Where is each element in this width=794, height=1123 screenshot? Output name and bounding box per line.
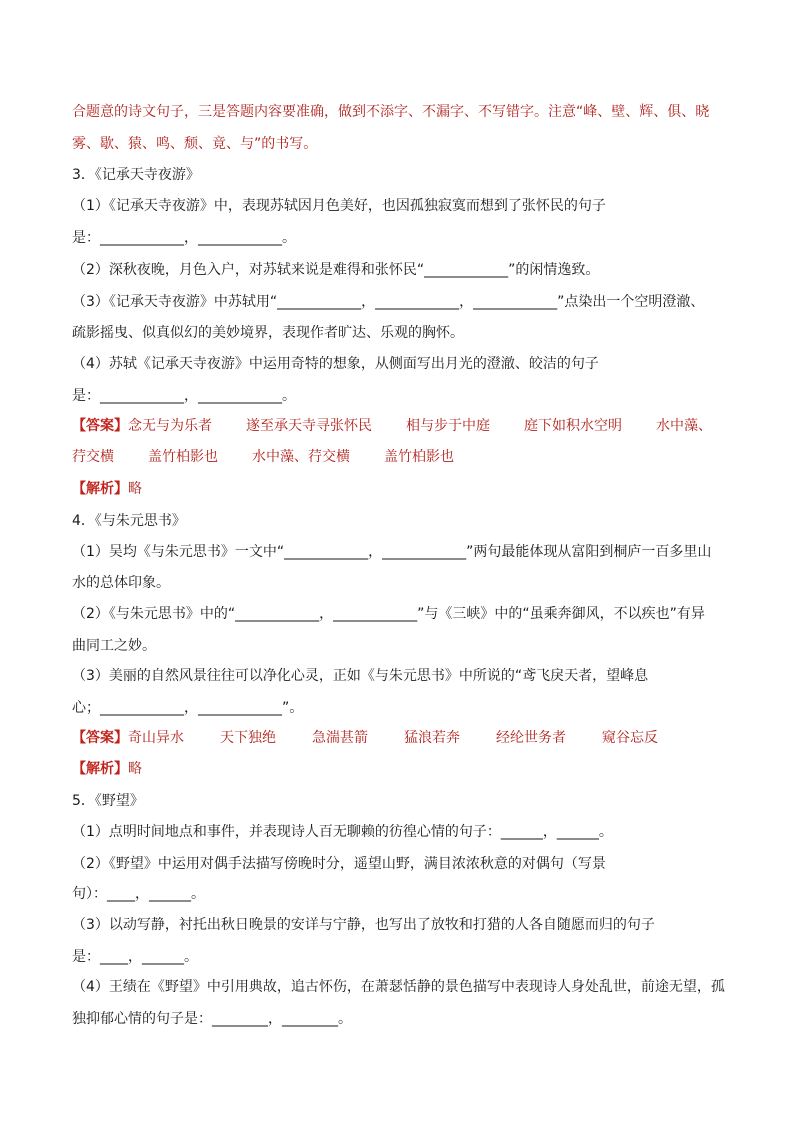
s3-q2: （2）深秋夜晚，月色入户，对苏轼来说是难得和张怀民“____________”的闲情逸致。 <box>72 262 600 278</box>
s4-q1-line-1: （1）吴均《与朱元思书》一文中“____________，____________”两句最能体现从富阳到桐庐一百多里山 <box>72 544 712 560</box>
analysis-text: 略 <box>128 761 142 777</box>
s3-q1-line-2: 是：____________，____________。 <box>72 230 296 246</box>
analysis-text: 略 <box>128 481 142 497</box>
s3-q4-line-2: 是：____________，____________。 <box>72 388 296 404</box>
s3-answer-line-2 <box>72 447 732 467</box>
s4-answer-line <box>72 728 732 748</box>
answer-item: 荇交横 <box>72 449 114 465</box>
answer-item: 经纶世务者 <box>496 730 566 746</box>
s3-q1-line-1: （1）《记承天寺夜游》中，表现苏轼因月色美好，也因孤独寂寞而想到了张怀民的句子 <box>72 198 606 214</box>
analysis-tag: 【解析】 <box>72 481 128 497</box>
s4-q3-line-1: （3）美丽的自然风景往往可以净化心灵，正如《与朱元思书》中所说的“鸢飞戾天者，望峰息 <box>72 668 649 684</box>
answer-item: 猛浪若奔 <box>404 730 460 746</box>
s3-q3-line-1: （3）《记承天寺夜游》中苏轼用“____________，____________，____________”点染出一个空明澄澈、 <box>72 294 705 310</box>
s5-q3-line-1: （3）以动写静，衬托出秋日晚景的安详与宁静，也写出了放牧和打猎的人各自随愿而归的句子 <box>72 917 655 933</box>
s3-q3-line-2: 疏影摇曳、似真似幻的美妙境界，表现作者旷达、乐观的胸怀。 <box>72 325 464 341</box>
s3-q4-line-1: （4）苏轼《记承天寺夜游》中运用奇特的想象，从侧面写出月光的澄澈、皎洁的句子 <box>72 356 599 372</box>
s5-q1: （1）点明时间地点和事件，并表现诗人百无聊赖的彷徨心情的句子：______，______。 <box>72 824 613 840</box>
intro-line-1: 合题意的诗文句子，三是答题内容要准确，做到不添字、不漏字、不写错字。注意“峰、壁、辉、俱、晓 <box>72 104 710 120</box>
s5-q4-line-2: 独抑郁心情的句子是：________，________。 <box>72 1011 352 1027</box>
answer-item: 天下独绝 <box>220 730 276 746</box>
section-5-heading: 5．《野望》 <box>72 793 144 809</box>
answer-item: 相与步于中庭 <box>406 418 490 434</box>
s4-q3-line-2: 心；____________，____________”。 <box>72 700 304 716</box>
s5-q2-line-2: 句）：____，______。 <box>72 886 205 902</box>
answer-tag: 【答案】 <box>72 418 128 434</box>
section-4-heading: 4．《与朱元思书》 <box>72 513 186 529</box>
s4-q1-line-2: 水的总体印象。 <box>72 575 170 591</box>
answer-item: 盖竹柏影也 <box>384 449 454 465</box>
answer-item: 水中藻、荇交横 <box>252 449 350 465</box>
s3-answer-line-1 <box>72 416 732 436</box>
s4-analysis <box>72 759 732 779</box>
s3-analysis <box>72 479 732 499</box>
answer-item: 急湍甚箭 <box>312 730 368 746</box>
s4-q2-line-2: 曲同工之妙。 <box>72 638 156 654</box>
answer-item: 窥谷忘反 <box>602 730 658 746</box>
s5-q4-line-1: （4）王绩在《野望》中引用典故，追古怀伤，在萧瑟恬静的景色描写中表现诗人身处乱世，前途无望，孤 <box>72 979 725 995</box>
intro-line-2: 雾、歇、猿、鸣、颓、竟、与”的书写。 <box>72 136 318 152</box>
answer-item: 念无与为乐者 <box>128 418 212 434</box>
answer-item: 奇山异水 <box>128 730 184 746</box>
section-3-heading: 3．《记承天寺夜游》 <box>72 167 200 183</box>
s5-q3-line-2: 是：____，______。 <box>72 949 198 965</box>
analysis-tag: 【解析】 <box>72 761 128 777</box>
s4-q2-line-1: （2）《与朱元思书》中的“____________，____________”与《三峡》中的“虽乘奔御风，不以疾也”有异 <box>72 606 705 622</box>
answer-item: 遂至承天寺寻张怀民 <box>246 418 372 434</box>
s5-q2-line-1: （2）《野望》中运用对偶手法描写傍晚时分，遥望山野，满目浓浓秋意的对偶句（写景 <box>72 856 606 872</box>
answer-item: 盖竹柏影也 <box>148 449 218 465</box>
answer-item: 庭下如积水空明 <box>524 418 622 434</box>
answer-item: 水中藻、 <box>656 418 712 434</box>
answer-tag: 【答案】 <box>72 730 128 746</box>
